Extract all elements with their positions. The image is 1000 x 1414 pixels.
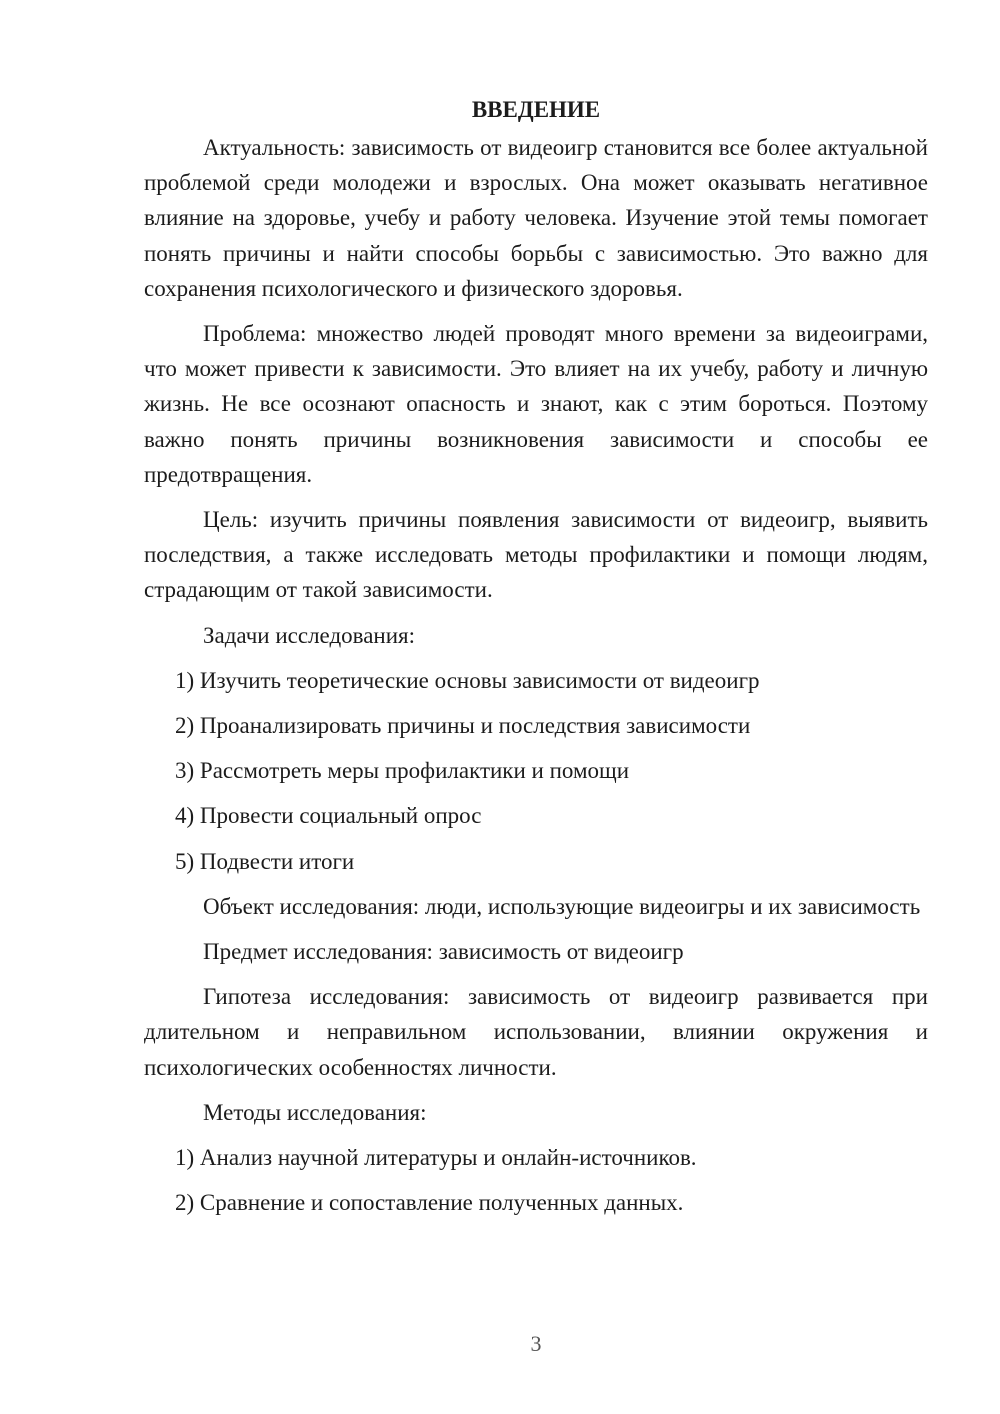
list-item: 1) Изучить теоретические основы зависимости от видеоигр	[175, 667, 760, 693]
list-item: 5) Подвести итоги	[175, 848, 355, 874]
methods-heading: Методы исследования:	[203, 1099, 427, 1125]
tasks-heading: Задачи исследования:	[203, 622, 416, 648]
list-item: 2) Сравнение и сопоставление полученных данных.	[175, 1190, 684, 1216]
page-number: 3	[530, 1331, 542, 1356]
list-item: 3) Рассмотреть меры профилактики и помощи	[175, 758, 630, 784]
relevance-paragraph: Актуальность: зависимость от видеоигр становится все более актуальной проблемой среди молодежи и взрослых. Она может оказывать негативное влияние на здоровье, учебу и работу человека. Изучение этой темы помогает понять причины и найти способы борьбы с зависимостью. Это важно для сохранения психологического и физического здоровья.	[144, 135, 928, 301]
methods-list	[144, 1140, 928, 1220]
subject-line: Предмет исследования: зависимость от видеоигр	[203, 939, 684, 965]
page-title: ВВЕДЕНИЕ	[471, 97, 601, 122]
list-item: 4) Провести социальный опрос	[175, 803, 482, 829]
list-item: 2) Проанализировать причины и последствия зависимости	[175, 713, 751, 739]
hypothesis-paragraph: Гипотеза исследования: зависимость от видеоигр развивается при длительном и неправильном использовании, влиянии окружения и психологических особенностях личности.	[144, 984, 928, 1080]
goal-paragraph: Цель: изучить причины появления зависимости от видеоигр, выявить последствия, а также исследовать методы профилактики и помощи людям, страдающим от такой зависимости.	[144, 507, 928, 603]
tasks-list	[144, 663, 928, 879]
document-page	[144, 92, 928, 1230]
list-item: 1) Анализ научной литературы и онлайн-источников.	[175, 1145, 697, 1171]
object-paragraph: Объект исследования: люди, использующие видеоигры и их зависимость	[203, 893, 921, 919]
problem-paragraph: Проблема: множество людей проводят много времени за видеоиграми, что может привести к зависимости. Это влияет на их учебу, работу и личную жизнь. Не все осознают опасность и знают, как с этим бороться. Поэтому важно понять причины возникновения зависимости и способы ее предотвращения.	[144, 321, 928, 487]
